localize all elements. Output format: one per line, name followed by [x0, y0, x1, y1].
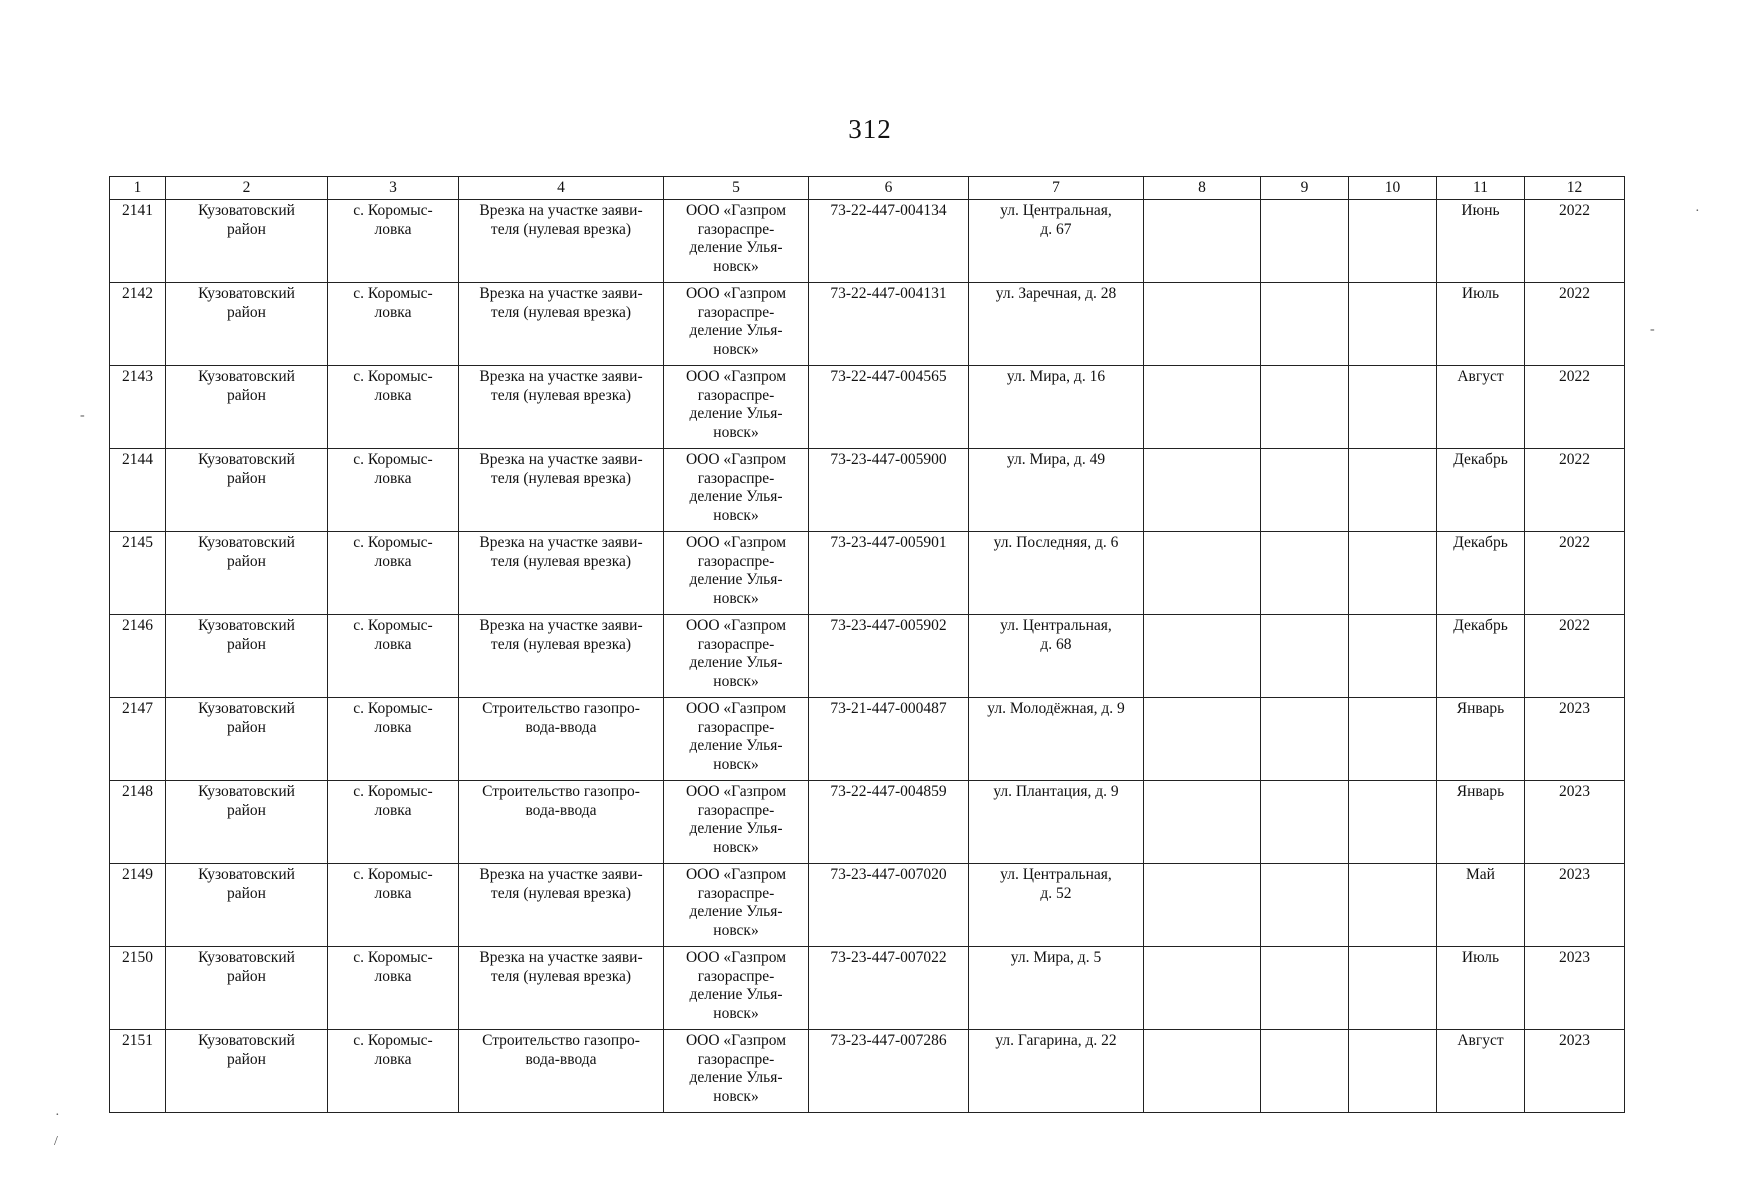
column-8-cell — [1144, 449, 1261, 532]
column-header-4: 4 — [459, 177, 664, 200]
address-cell — [969, 200, 1144, 283]
month-cell-text: Май — [1466, 866, 1495, 883]
district-cell — [166, 532, 328, 615]
address-cell-text: ул. Мира, д. 49 — [1006, 451, 1106, 468]
locality-cell — [328, 283, 459, 366]
row-number-text: 2150 — [122, 949, 153, 966]
row-number — [110, 698, 166, 781]
month-cell-text: Декабрь — [1453, 534, 1508, 551]
page-number: 312 — [848, 114, 892, 144]
row-number-text: 2143 — [122, 368, 153, 385]
month-cell-text: Июль — [1461, 285, 1500, 302]
address-cell-text: ул. Мира, д. 16 — [1006, 368, 1106, 385]
locality-cell — [328, 532, 459, 615]
object-code-cell — [809, 532, 969, 615]
organization-cell-text: ООО «Газпром газораспре- деление Улья- новск» — [685, 783, 787, 856]
row-number — [110, 781, 166, 864]
year-cell — [1525, 615, 1625, 698]
month-cell — [1437, 532, 1525, 615]
organization-cell-text: ООО «Газпром газораспре- деление Улья- новск» — [685, 949, 787, 1022]
address-cell — [969, 864, 1144, 947]
object-code-cell-text: 73-21-447-000487 — [830, 700, 947, 717]
address-cell-text: ул. Заречная, д. 28 — [995, 285, 1117, 302]
year-cell — [1525, 781, 1625, 864]
table-row — [110, 615, 1625, 698]
address-cell-text: ул. Последняя, д. 6 — [993, 534, 1119, 551]
locality-cell — [328, 781, 459, 864]
column-8-cell — [1144, 200, 1261, 283]
year-cell — [1525, 366, 1625, 449]
work-type-cell-text: Врезка на участке заяви- теля (нулевая врезка) — [479, 534, 643, 570]
district-cell — [166, 449, 328, 532]
work-type-cell — [459, 449, 664, 532]
column-10-cell — [1349, 283, 1437, 366]
table-header — [110, 177, 1625, 200]
address-cell — [969, 698, 1144, 781]
locality-cell — [328, 947, 459, 1030]
work-type-cell — [459, 283, 664, 366]
year-cell — [1525, 947, 1625, 1030]
column-10-cell — [1349, 532, 1437, 615]
year-cell — [1525, 200, 1625, 283]
year-cell — [1525, 449, 1625, 532]
work-type-cell-text: Врезка на участке заяви- теля (нулевая врезка) — [479, 285, 643, 321]
work-type-cell-text: Врезка на участке заяви- теля (нулевая врезка) — [479, 866, 643, 902]
column-header-3: 3 — [328, 177, 459, 200]
locality-cell — [328, 698, 459, 781]
district-cell-text: Кузоватовский район — [198, 866, 295, 902]
address-cell — [969, 781, 1144, 864]
month-cell — [1437, 449, 1525, 532]
column-header-8: 8 — [1144, 177, 1261, 200]
organization-cell-text: ООО «Газпром газораспре- деление Улья- новск» — [685, 368, 787, 441]
row-number-text: 2149 — [122, 866, 153, 883]
district-cell — [166, 283, 328, 366]
object-code-cell — [809, 449, 969, 532]
locality-cell — [328, 449, 459, 532]
organization-cell — [664, 532, 809, 615]
district-cell — [166, 200, 328, 283]
row-number — [110, 449, 166, 532]
locality-cell-text: с. Коромыс- ловка — [353, 866, 433, 902]
district-cell — [166, 615, 328, 698]
column-header-5: 5 — [664, 177, 809, 200]
month-cell — [1437, 366, 1525, 449]
organization-cell — [664, 698, 809, 781]
month-cell — [1437, 1030, 1525, 1113]
row-number-text: 2146 — [122, 617, 153, 634]
object-code-cell — [809, 947, 969, 1030]
column-9-cell — [1261, 532, 1349, 615]
object-code-cell-text: 73-23-447-007020 — [830, 866, 947, 883]
object-code-cell — [809, 200, 969, 283]
object-code-cell-text: 73-23-447-005901 — [830, 534, 947, 551]
work-type-cell-text: Врезка на участке заяви- теля (нулевая врезка) — [479, 202, 643, 238]
organization-cell — [664, 864, 809, 947]
column-10-cell — [1349, 449, 1437, 532]
scan-speck: / — [54, 1134, 58, 1149]
month-cell-text: Декабрь — [1453, 451, 1508, 468]
column-9-cell — [1261, 283, 1349, 366]
organization-cell-text: ООО «Газпром газораспре- деление Улья- новск» — [685, 1032, 787, 1105]
object-code-cell-text: 73-22-447-004859 — [830, 783, 947, 800]
district-cell-text: Кузоватовский район — [198, 617, 295, 653]
locality-cell-text: с. Коромыс- ловка — [353, 368, 433, 404]
year-cell — [1525, 864, 1625, 947]
address-cell-text: ул. Центральная, д. 67 — [1000, 202, 1112, 238]
month-cell-text: Август — [1457, 368, 1504, 385]
row-number — [110, 615, 166, 698]
column-header-11: 11 — [1437, 177, 1525, 200]
work-type-cell-text: Строительство газопро- вода-ввода — [482, 1032, 640, 1068]
work-type-cell-text: Врезка на участке заяви- теля (нулевая врезка) — [479, 451, 643, 487]
column-10-cell — [1349, 1030, 1437, 1113]
column-8-cell — [1144, 781, 1261, 864]
year-cell-text: 2023 — [1559, 700, 1590, 717]
column-10-cell — [1349, 366, 1437, 449]
table-row — [110, 781, 1625, 864]
column-8-cell — [1144, 698, 1261, 781]
address-cell — [969, 366, 1144, 449]
district-cell-text: Кузоватовский район — [198, 949, 295, 985]
year-cell-text: 2022 — [1559, 451, 1590, 468]
table-row — [110, 200, 1625, 283]
district-cell-text: Кузоватовский район — [198, 783, 295, 819]
year-cell-text: 2022 — [1559, 534, 1590, 551]
row-number — [110, 864, 166, 947]
organization-cell — [664, 449, 809, 532]
organization-cell — [664, 200, 809, 283]
address-cell — [969, 1030, 1144, 1113]
column-9-cell — [1261, 781, 1349, 864]
object-code-cell — [809, 283, 969, 366]
row-number-text: 2144 — [122, 451, 153, 468]
year-cell-text: 2022 — [1559, 368, 1590, 385]
column-9-cell — [1261, 947, 1349, 1030]
column-8-cell — [1144, 864, 1261, 947]
month-cell-text: Август — [1457, 1032, 1504, 1049]
registry-table — [109, 176, 1625, 1113]
row-number — [110, 947, 166, 1030]
row-number — [110, 532, 166, 615]
organization-cell-text: ООО «Газпром газораспре- деление Улья- новск» — [685, 866, 787, 939]
district-cell-text: Кузоватовский район — [198, 1032, 295, 1068]
object-code-cell-text: 73-22-447-004565 — [830, 368, 947, 385]
address-cell — [969, 947, 1144, 1030]
scan-speck: · — [55, 1108, 60, 1123]
address-cell-text: ул. Мира, д. 5 — [1010, 949, 1102, 966]
organization-cell-text: ООО «Газпром газораспре- деление Улья- новск» — [685, 534, 787, 607]
column-header-12: 12 — [1525, 177, 1625, 200]
column-9-cell — [1261, 1030, 1349, 1113]
address-cell-text: ул. Молодёжная, д. 9 — [987, 700, 1125, 717]
organization-cell-text: ООО «Газпром газораспре- деление Улья- новск» — [685, 617, 787, 690]
locality-cell — [328, 864, 459, 947]
row-number — [110, 283, 166, 366]
column-header-2: 2 — [166, 177, 328, 200]
column-9-cell — [1261, 449, 1349, 532]
table-row — [110, 283, 1625, 366]
locality-cell-text: с. Коромыс- ловка — [353, 1032, 433, 1068]
year-cell-text: 2022 — [1559, 617, 1590, 634]
address-cell-text: ул. Гагарина, д. 22 — [995, 1032, 1117, 1049]
organization-cell — [664, 1030, 809, 1113]
column-8-cell — [1144, 283, 1261, 366]
row-number-text: 2151 — [122, 1032, 153, 1049]
locality-cell — [328, 200, 459, 283]
locality-cell-text: с. Коромыс- ловка — [353, 285, 433, 321]
year-cell-text: 2023 — [1559, 866, 1590, 883]
district-cell — [166, 947, 328, 1030]
district-cell-text: Кузоватовский район — [198, 534, 295, 570]
table-row — [110, 366, 1625, 449]
header-row — [110, 177, 1625, 200]
column-10-cell — [1349, 615, 1437, 698]
column-header-6: 6 — [809, 177, 969, 200]
row-number-text: 2148 — [122, 783, 153, 800]
district-cell-text: Кузоватовский район — [198, 700, 295, 736]
column-header-9: 9 — [1261, 177, 1349, 200]
row-number — [110, 1030, 166, 1113]
column-10-cell — [1349, 781, 1437, 864]
locality-cell-text: с. Коромыс- ловка — [353, 451, 433, 487]
work-type-cell-text: Врезка на участке заяви- теля (нулевая врезка) — [479, 949, 643, 985]
object-code-cell-text: 73-23-447-005900 — [830, 451, 947, 468]
year-cell — [1525, 698, 1625, 781]
object-code-cell — [809, 615, 969, 698]
address-cell — [969, 615, 1144, 698]
scan-speck: - — [80, 408, 85, 423]
organization-cell — [664, 781, 809, 864]
column-header-1: 1 — [110, 177, 166, 200]
work-type-cell — [459, 698, 664, 781]
row-number-text: 2141 — [122, 202, 153, 219]
year-cell-text: 2023 — [1559, 949, 1590, 966]
month-cell — [1437, 283, 1525, 366]
work-type-cell-text: Строительство газопро- вода-ввода — [482, 700, 640, 736]
locality-cell-text: с. Коромыс- ловка — [353, 700, 433, 736]
object-code-cell-text: 73-23-447-007022 — [830, 949, 947, 966]
organization-cell-text: ООО «Газпром газораспре- деление Улья- новск» — [685, 700, 787, 773]
organization-cell-text: ООО «Газпром газораспре- деление Улья- новск» — [685, 202, 787, 275]
locality-cell-text: с. Коромыс- ловка — [353, 949, 433, 985]
address-cell-text: ул. Центральная, д. 68 — [1000, 617, 1112, 653]
district-cell — [166, 698, 328, 781]
row-number — [110, 366, 166, 449]
address-cell-text: ул. Плантация, д. 9 — [993, 783, 1119, 800]
object-code-cell-text: 73-22-447-004134 — [830, 202, 947, 219]
column-9-cell — [1261, 615, 1349, 698]
object-code-cell — [809, 781, 969, 864]
organization-cell — [664, 283, 809, 366]
column-header-7: 7 — [969, 177, 1144, 200]
column-10-cell — [1349, 947, 1437, 1030]
address-cell — [969, 449, 1144, 532]
work-type-cell-text: Врезка на участке заяви- теля (нулевая врезка) — [479, 617, 643, 653]
object-code-cell — [809, 1030, 969, 1113]
year-cell — [1525, 532, 1625, 615]
row-number — [110, 200, 166, 283]
organization-cell-text: ООО «Газпром газораспре- деление Улья- новск» — [685, 451, 787, 524]
work-type-cell — [459, 532, 664, 615]
locality-cell-text: с. Коромыс- ловка — [353, 783, 433, 819]
organization-cell-text: ООО «Газпром газораспре- деление Улья- новск» — [685, 285, 787, 358]
object-code-cell — [809, 366, 969, 449]
month-cell-text: Январь — [1456, 783, 1505, 800]
organization-cell — [664, 366, 809, 449]
work-type-cell-text: Врезка на участке заяви- теля (нулевая врезка) — [479, 368, 643, 404]
address-cell — [969, 532, 1144, 615]
month-cell-text: Декабрь — [1453, 617, 1508, 634]
locality-cell — [328, 615, 459, 698]
locality-cell-text: с. Коромыс- ловка — [353, 534, 433, 570]
scan-speck: · — [1695, 204, 1700, 219]
work-type-cell — [459, 200, 664, 283]
column-9-cell — [1261, 366, 1349, 449]
work-type-cell — [459, 864, 664, 947]
column-8-cell — [1144, 947, 1261, 1030]
row-number-text: 2147 — [122, 700, 153, 717]
district-cell-text: Кузоватовский район — [198, 451, 295, 487]
table-row — [110, 532, 1625, 615]
year-cell — [1525, 1030, 1625, 1113]
organization-cell — [664, 947, 809, 1030]
column-9-cell — [1261, 200, 1349, 283]
district-cell — [166, 366, 328, 449]
organization-cell — [664, 615, 809, 698]
month-cell — [1437, 615, 1525, 698]
table-row — [110, 947, 1625, 1030]
object-code-cell-text: 73-23-447-005902 — [830, 617, 947, 634]
district-cell — [166, 1030, 328, 1113]
column-header-10: 10 — [1349, 177, 1437, 200]
object-code-cell — [809, 698, 969, 781]
table-body — [110, 200, 1625, 1113]
year-cell-text: 2023 — [1559, 783, 1590, 800]
month-cell — [1437, 698, 1525, 781]
table-row — [110, 1030, 1625, 1113]
column-10-cell — [1349, 864, 1437, 947]
column-9-cell — [1261, 698, 1349, 781]
year-cell-text: 2023 — [1559, 1032, 1590, 1049]
column-8-cell — [1144, 615, 1261, 698]
object-code-cell-text: 73-23-447-007286 — [830, 1032, 947, 1049]
district-cell — [166, 781, 328, 864]
month-cell-text: Январь — [1456, 700, 1505, 717]
month-cell-text: Июль — [1461, 949, 1500, 966]
month-cell — [1437, 200, 1525, 283]
locality-cell — [328, 1030, 459, 1113]
work-type-cell — [459, 1030, 664, 1113]
district-cell-text: Кузоватовский район — [198, 285, 295, 321]
table-row — [110, 864, 1625, 947]
address-cell — [969, 283, 1144, 366]
table-row — [110, 698, 1625, 781]
address-cell-text: ул. Центральная, д. 52 — [1000, 866, 1112, 902]
district-cell — [166, 864, 328, 947]
object-code-cell-text: 73-22-447-004131 — [830, 285, 947, 302]
work-type-cell-text: Строительство газопро- вода-ввода — [482, 783, 640, 819]
column-10-cell — [1349, 200, 1437, 283]
locality-cell-text: с. Коромыс- ловка — [353, 202, 433, 238]
work-type-cell — [459, 947, 664, 1030]
district-cell-text: Кузоватовский район — [198, 202, 295, 238]
district-cell-text: Кузоватовский район — [198, 368, 295, 404]
year-cell — [1525, 283, 1625, 366]
column-8-cell — [1144, 366, 1261, 449]
object-code-cell — [809, 864, 969, 947]
year-cell-text: 2022 — [1559, 202, 1590, 219]
year-cell-text: 2022 — [1559, 285, 1590, 302]
locality-cell-text: с. Коромыс- ловка — [353, 617, 433, 653]
month-cell — [1437, 947, 1525, 1030]
locality-cell — [328, 366, 459, 449]
work-type-cell — [459, 366, 664, 449]
column-8-cell — [1144, 532, 1261, 615]
month-cell — [1437, 781, 1525, 864]
month-cell — [1437, 864, 1525, 947]
table-row — [110, 449, 1625, 532]
scan-speck: - — [1650, 322, 1655, 337]
work-type-cell — [459, 781, 664, 864]
row-number-text: 2142 — [122, 285, 153, 302]
month-cell-text: Июнь — [1461, 202, 1500, 219]
row-number-text: 2145 — [122, 534, 153, 551]
column-10-cell — [1349, 698, 1437, 781]
work-type-cell — [459, 615, 664, 698]
column-9-cell — [1261, 864, 1349, 947]
column-8-cell — [1144, 1030, 1261, 1113]
